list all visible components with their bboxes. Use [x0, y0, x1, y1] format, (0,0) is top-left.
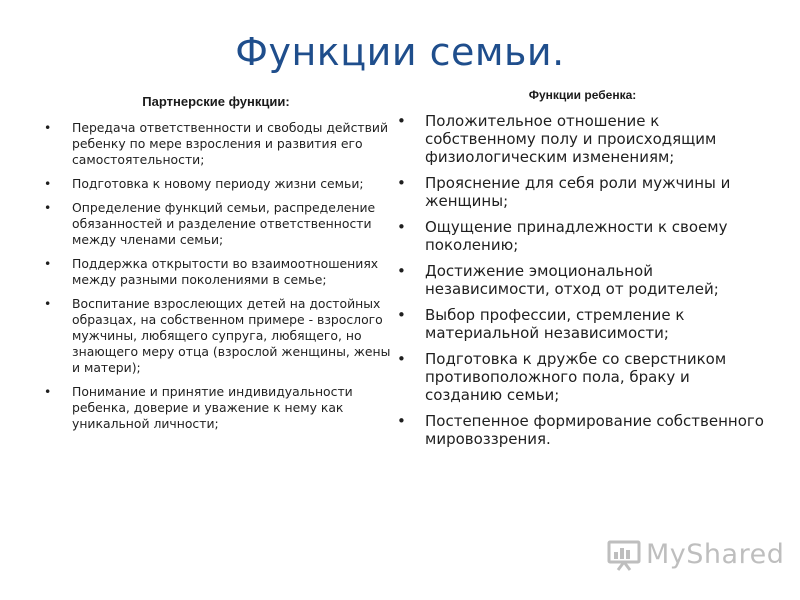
list-item: • Ощущение принадлежности к своему поколению; — [395, 218, 770, 254]
list-item: • Понимание и принятие индивидуальности ребенка, доверие и уважение к нему как уникальной личности; — [40, 384, 392, 432]
list-item: • Положительное отношение к собственному полу и происходящим физиологическим изменениям; — [395, 112, 770, 166]
watermark-text: MyShared — [646, 538, 785, 570]
partner-functions-heading: Партнерские функции: — [142, 94, 290, 109]
list-item: • Передача ответственности и свободы действий ребенку по мере взросления и развития его самостоятельности; — [40, 120, 392, 168]
list-item: • Прояснение для себя роли мужчины и женщины; — [395, 174, 770, 210]
partner-functions-column — [40, 94, 392, 440]
slide-title: Функции семьи. — [235, 30, 565, 74]
list-item: • Воспитание взрослеющих детей на достойных образцах, на собственном примере - взрослого мужчины, любящего супруга, любящего, но знающего меру отца (взрослой женщины, жены и матери); — [40, 296, 392, 376]
list-item: • Выбор профессии, стремление к материальной независимости; — [395, 306, 770, 342]
list-item: • Подготовка к дружбе со сверстником противоположного пола, браку и созданию семьи; — [395, 350, 770, 404]
list-item: • Подготовка к новому периоду жизни семьи; — [40, 176, 392, 192]
partner-functions-list — [40, 120, 392, 432]
child-functions-column — [395, 88, 770, 456]
list-item: • Постепенное формирование собственного мировоззрения. — [395, 412, 770, 448]
list-item: • Поддержка открытости во взаимоотношениях между разными поколениями в семье; — [40, 256, 392, 288]
presentation-board-icon — [606, 536, 642, 572]
myshared-watermark — [606, 536, 784, 572]
list-item: • Достижение эмоциональной независимости, отход от родителей; — [395, 262, 770, 298]
list-item: • Определение функций семьи, распределение обязанностей и разделение ответственности между членами семьи; — [40, 200, 392, 248]
child-functions-heading: Функции ребенка: — [528, 88, 637, 102]
child-functions-list — [395, 112, 770, 448]
